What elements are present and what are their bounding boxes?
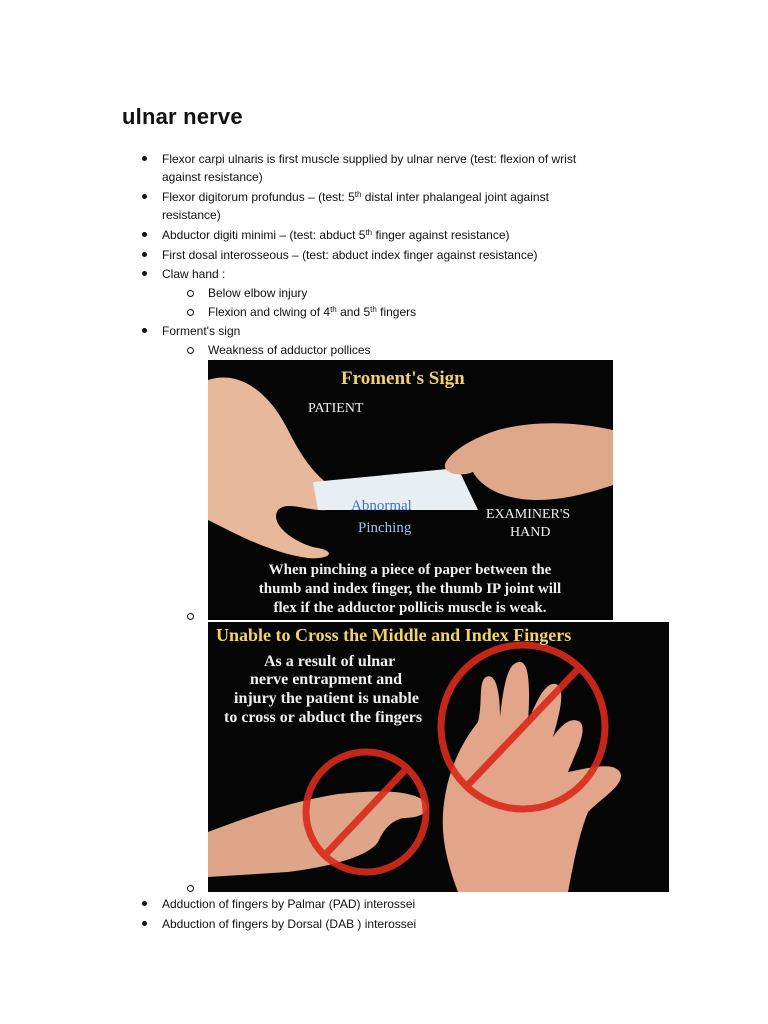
list-item-text: Weakness of adductor pollices [208,343,371,357]
list-item-text: resistance) [162,208,221,222]
list-item-text: against resistance) [162,170,263,184]
unable-to-cross-fingers-image [208,622,669,892]
image-caption-line: flex if the adductor pollicis muscle is weak. [273,600,547,616]
image-text-line: injury the patient is unable [234,690,419,707]
image-text-line: nerve entrapment and [250,671,402,688]
froment-sign-image [208,360,613,620]
bullet-disc [142,194,147,199]
list-item-text: Below elbow injury [208,286,308,300]
image-text-line: to cross or abduct the fingers [224,709,423,726]
bullet-disc [142,156,147,161]
list-item-text: Claw hand : [162,267,226,281]
text-segment: fingers [376,305,417,319]
sub-bullet-circle [187,885,194,892]
page-title: ulnar nerve [122,104,243,129]
cross-fingers-illustration [208,622,669,892]
list-item-text [162,226,510,244]
image-label-abnormal: Abnormal [351,498,412,514]
text-segment: Flexion and clwing of 4 [208,305,331,319]
image-title: Unable to Cross the Middle and Index Fingers [216,625,572,645]
sub-bullet-circle [187,290,194,297]
bullet-disc [142,921,147,926]
list-item-text [208,303,416,321]
superscript: th [354,190,362,199]
text-segment: Abductor digiti minimi – (test: abduct 5 [162,228,366,242]
superscript: th [330,305,337,314]
image-label-patient: PATIENT [308,401,364,416]
sub-bullet-circle [187,347,194,354]
image-title: Froment's Sign [341,368,465,389]
bullet-disc [142,232,147,237]
text-segment: and 5 [336,305,371,319]
text-segment: finger against resistance) [372,228,510,242]
bullet-disc [142,252,147,257]
image-label-hand: HAND [510,525,551,540]
superscript: th [370,305,377,314]
text-segment: distal inter phalangeal joint against [361,190,549,204]
list-item-text: Adduction of fingers by Palmar (PAD) interossei [162,897,416,911]
image-text-line: As a result of ulnar [264,653,396,670]
image-label-examiner: EXAMINER'S [486,507,571,522]
list-item-text: Forment's sign [162,324,241,338]
image-caption-line: When pinching a piece of paper between the [268,562,552,578]
bullet-disc [142,328,147,333]
image-caption-line: thumb and index finger, the thumb IP joint will [258,581,562,597]
list-item-text: First dosal interosseous – (test: abduct index finger against resistance) [162,248,538,262]
froment-sign-illustration [208,360,613,620]
sub-bullet-circle [187,613,194,620]
list-item-text [162,188,549,206]
sub-bullet-circle [187,309,194,316]
bullet-disc [142,901,147,906]
list-item-text: Abduction of fingers by Dorsal (DAB ) interossei [162,917,417,931]
superscript: th [365,228,373,237]
text-segment: Flexor digitorum profundus – (test: 5 [162,190,355,204]
image-label-pinching: Pinching [358,520,412,536]
bullet-disc [142,271,147,276]
list-item-text: Flexor carpi ulnaris is first muscle supplied by ulnar nerve (test: flexion of wrist [162,152,577,166]
